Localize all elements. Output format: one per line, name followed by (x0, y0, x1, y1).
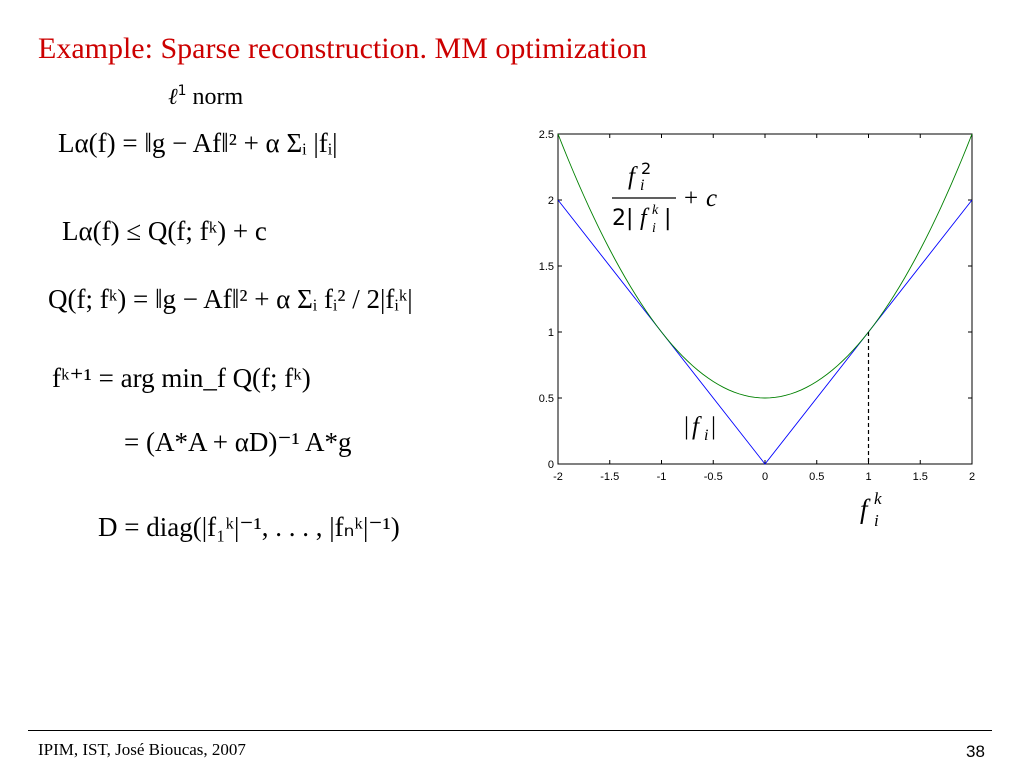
plot-frame (558, 134, 972, 464)
svg-text:f: f (640, 205, 647, 231)
x-tick-label: -1 (656, 471, 667, 483)
quadratic-label (612, 159, 717, 236)
y-tick-label: 1.5 (538, 261, 554, 273)
y-tick-label: 0 (547, 459, 554, 471)
svg-text:k: k (874, 489, 882, 508)
equation-objective: Lα(f) = ‖g − Af‖² + α Σᵢ |fᵢ| (58, 128, 338, 158)
norm-label (168, 83, 243, 111)
svg-text:|: | (684, 413, 690, 440)
y-tick-label: 2.5 (538, 129, 554, 141)
svg-text:c: c (706, 185, 718, 212)
abs-label (684, 413, 716, 444)
quadratic-majorizer-line (558, 134, 972, 398)
svg-text:f: f (692, 413, 699, 440)
equation-majorizer: Q(f; fᵏ) = ‖g − Af‖² + α Σᵢ fᵢ² / 2|fᵢᵏ| (48, 284, 413, 314)
svg-text:i: i (874, 511, 879, 530)
svg-text:i: i (652, 221, 656, 236)
svg-text:f: f (860, 494, 868, 524)
svg-text:f: f (628, 163, 635, 190)
equation-update: fᵏ⁺¹ = arg min_f Q(f; fᵏ) (52, 363, 311, 393)
x-axis-ticks (553, 134, 975, 483)
fik-label (860, 489, 882, 530)
footer-divider (28, 730, 992, 731)
svg-text:+: + (684, 185, 699, 212)
x-tick-label: 2 (968, 471, 976, 483)
svg-text:2|: 2| (612, 206, 634, 231)
svg-text:|: | (664, 206, 672, 231)
svg-text:k: k (652, 203, 659, 218)
footer-credit: IPIM, IST, José Bioucas, 2007 (38, 740, 246, 759)
x-tick-label: -0.5 (703, 471, 723, 483)
y-tick-label: 0.5 (538, 393, 554, 405)
x-tick-label: 1 (865, 471, 872, 483)
x-tick-label: -2 (553, 471, 563, 483)
equation-update-solution: = (A*A + αD)⁻¹ A*g (124, 427, 352, 457)
svg-text:2: 2 (641, 159, 652, 178)
x-tick-label: 0 (761, 471, 769, 483)
equation-majorizer-bound: Lα(f) ≤ Q(f; fᵏ) + c (62, 216, 267, 246)
svg-text:i: i (640, 177, 645, 194)
svg-text:i: i (704, 427, 709, 444)
x-tick-label: 0.5 (809, 471, 825, 483)
norm-word: norm (192, 84, 244, 110)
equation-diag-matrix: D = diag(|f₁ᵏ|⁻¹, . . . , |fₙᵏ|⁻¹) (98, 512, 400, 542)
svg-text:|: | (711, 413, 717, 440)
ell-symbol: ℓ (168, 84, 178, 110)
x-tick-label: -1.5 (600, 471, 620, 483)
y-tick-label: 2 (547, 195, 554, 207)
page-number: 38 (966, 742, 985, 761)
x-tick-label: 1.5 (912, 471, 928, 483)
y-axis-ticks (539, 129, 972, 471)
ell-exponent: 1 (177, 83, 187, 99)
slide-title: Example: Sparse reconstruction. MM optimization (38, 32, 648, 65)
y-tick-label: 1 (547, 327, 554, 339)
majorizer-chart (528, 122, 988, 542)
abs-value-line (558, 200, 972, 464)
series-layer (558, 134, 972, 464)
